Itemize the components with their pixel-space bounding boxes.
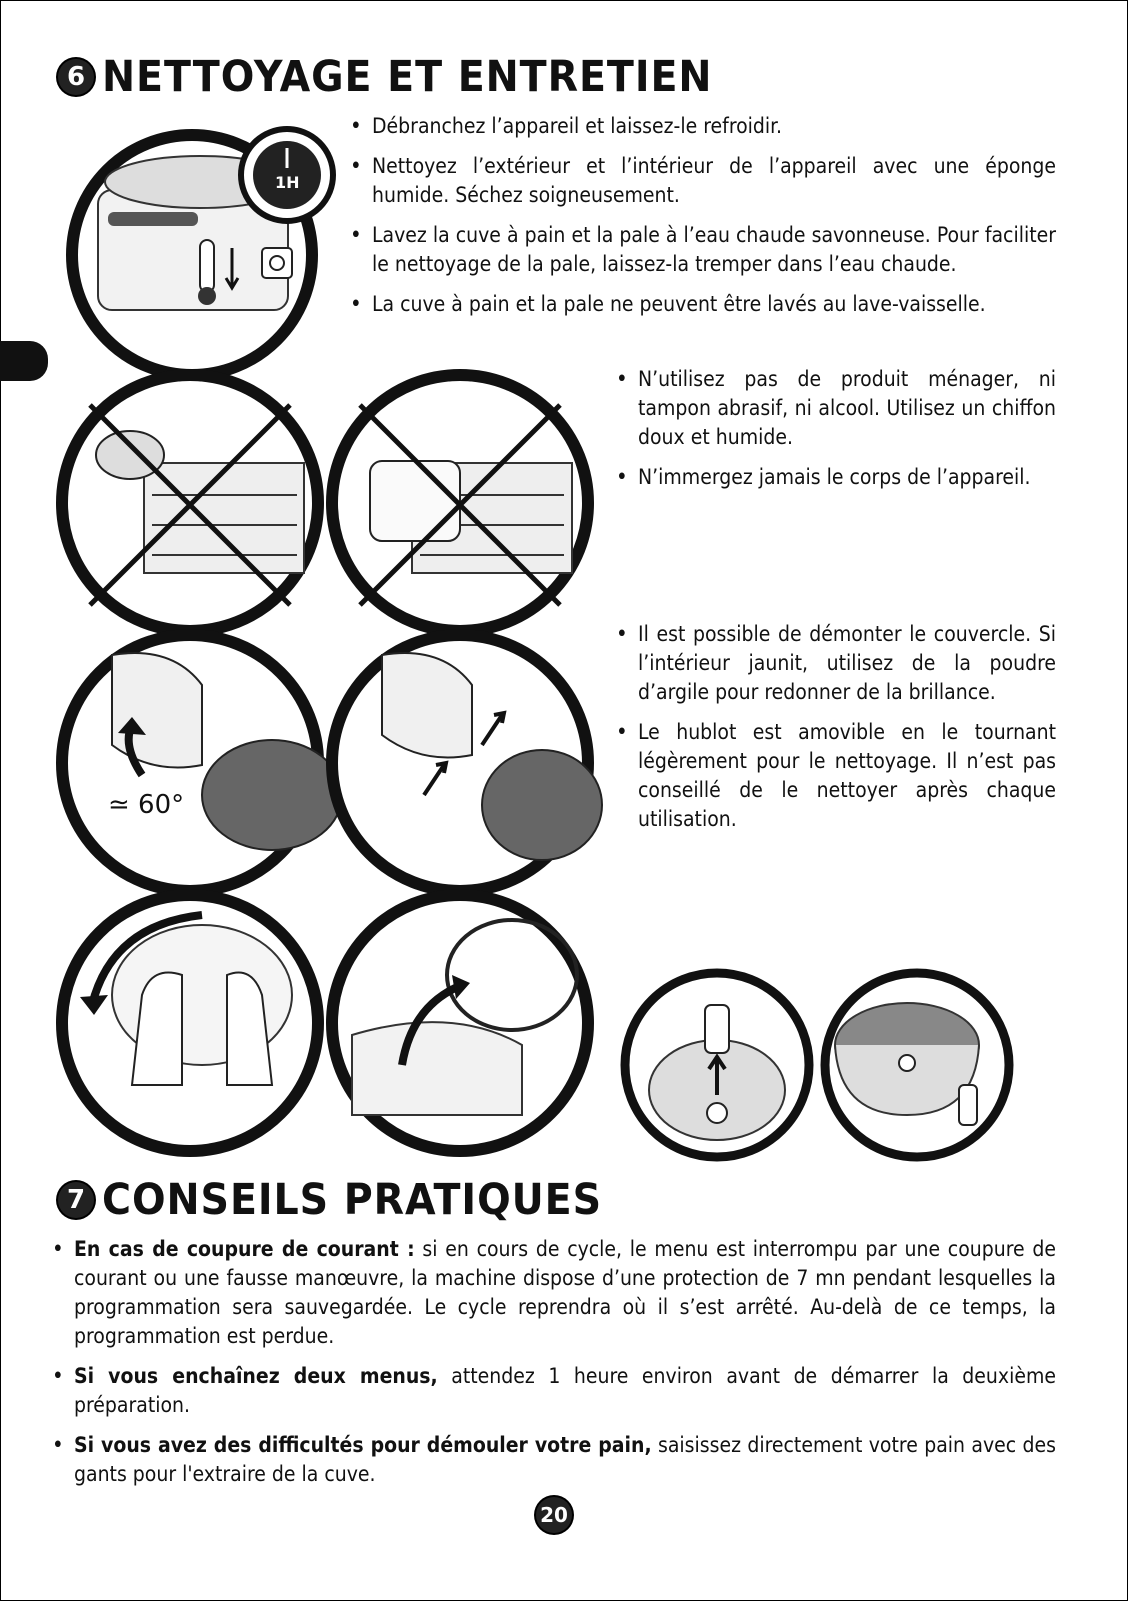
paddle-insert-icon [625, 973, 809, 1157]
lid-removal-illustrations [52, 625, 612, 905]
section-6-bullets-mid [614, 365, 1056, 503]
section-7-tips [50, 1235, 1056, 1500]
window-removal-illustrations [52, 885, 612, 1165]
section-7-title: CONSEILS PRATIQUES [102, 1175, 603, 1225]
tip-lead: Si vous avez des difficultés pour démouler votre pain, [74, 1433, 652, 1457]
section-6-bullets-top [348, 112, 1056, 330]
bullet-window-removable: • Le hublot est amovible en le tournant légèrement pour le nettoyage. Il n’est pas conseillé de le nettoyer après chaque utilisation. [614, 718, 1056, 834]
bullet-clean-exterior: • Nettoyez l’extérieur et l’intérieur de l’appareil avec une éponge humide. Séchez soigneusement. [348, 152, 1056, 210]
bullet-unplug: • Débranchez l’appareil et laissez-le refroidir. [348, 112, 1056, 141]
page-number: 20 [536, 1497, 572, 1533]
no-dishwasher-pan-icon [62, 375, 318, 631]
no-dishwasher-machine-icon [332, 375, 588, 631]
unplug-cool-illustration [50, 120, 350, 375]
no-dishwasher-illustrations [52, 365, 612, 645]
bullet-no-immerse: • N’immergez jamais le corps de l’appareil. [614, 463, 1056, 492]
bullet-no-abrasive: • N’utilisez pas de produit ménager, ni tampon abrasif, ni alcool. Utilisez un chiffon doux et humide. [614, 365, 1056, 452]
tip-lead: En cas de coupure de courant : [74, 1237, 415, 1261]
tip-text: si en cours de cycle, le menu est interrompu par une coupure de courant ou une fausse manœuvre, la machine dispose d’une protection de 7 mn pendant lesquelles la programmation sera sauvegardée. Le cycle reprendra où il s’est arrêté. Au-delà de ce temps, la programmation est perdue. [74, 1237, 1057, 1348]
lid-hinge-icon [332, 635, 602, 891]
bullet-remove-lid: • Il est possible de démonter le couvercle. Si l’intérieur jaunit, utilisez de la poudre d’argile pour redonner de la brillance. [614, 620, 1056, 707]
section-6-heading [58, 52, 766, 102]
paddle-illustrations [617, 965, 1017, 1165]
section-6-bullets-lower [614, 620, 1056, 845]
section-7-heading [58, 1175, 646, 1225]
tip-text: attendez 1 heure environ avant de démarrer la deuxième préparation. [74, 1364, 1056, 1417]
section-6-number: 6 [58, 59, 94, 95]
lid-open-60-icon [62, 635, 342, 891]
angle-label: ≃ 60° [108, 790, 185, 820]
tip-power-cut [50, 1235, 1056, 1351]
tip-lead: Si vous enchaînez deux menus, [74, 1364, 438, 1388]
tip-demould [50, 1431, 1056, 1489]
timer-label: 1H [275, 173, 300, 192]
bullet-no-dishwasher: • La cuve à pain et la pale ne peuvent être lavés au lave-vaisselle. [348, 290, 1056, 319]
tip-two-menus [50, 1362, 1056, 1420]
tip-text: saisissez directement votre pain avec des gants pour l'extraire de la cuve. [74, 1433, 1056, 1486]
side-tab [0, 341, 48, 381]
bullet-wash-pan: • Lavez la cuve à pain et la pale à l’eau chaude savonneuse. Pour faciliter le nettoyage de la pale, laissez-la tremper dans l’eau chaude. [348, 221, 1056, 279]
section-7-number: 7 [58, 1182, 94, 1218]
section-6-title: NETTOYAGE ET ENTRETIEN [102, 52, 713, 102]
pan-paddle-icon [825, 973, 1009, 1157]
rotate-window-icon [62, 895, 318, 1151]
window-seal-icon [332, 895, 588, 1151]
